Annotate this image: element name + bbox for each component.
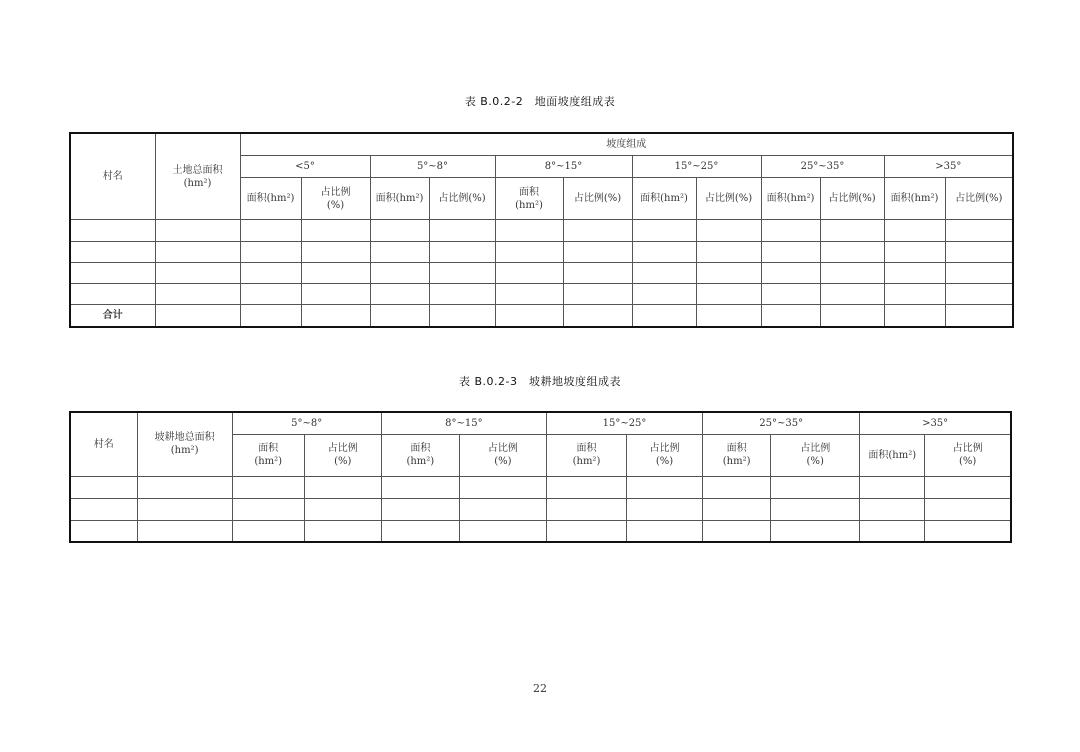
sub-ratio-label: 占比例 <box>952 443 983 454</box>
sub-area <box>381 434 459 476</box>
table-row <box>70 284 1013 305</box>
sub-ratio <box>627 434 703 476</box>
sub-area <box>495 177 563 219</box>
header-slope-1: <5° <box>240 155 370 177</box>
total-row <box>70 305 1013 327</box>
total-label: 合计 <box>70 305 155 327</box>
sub-ratio-unit: (%) <box>959 456 977 467</box>
header-total-area <box>155 133 240 220</box>
sub-area-label: 面积 <box>410 443 431 454</box>
sub-ratio-label: 占比例 <box>487 443 518 454</box>
sub-area-unit: (hm²) <box>722 456 751 467</box>
sub-ratio-unit: (%) <box>655 456 674 467</box>
page-number: 22 <box>533 682 547 695</box>
table-row <box>70 520 1011 542</box>
sub-ratio-unit: (%) <box>334 456 352 467</box>
sub-ratio: 占比例(%) <box>945 177 1013 219</box>
sub-area: 面积(hm²) <box>761 177 820 219</box>
sub-area-label: 面积 <box>576 443 597 454</box>
sub-area-unit: (hm²) <box>572 456 601 467</box>
sub-area-label: 面积 <box>519 186 539 198</box>
header-slope-4: 15°~25° <box>632 155 761 177</box>
header-slope-composition: 坡度组成 <box>240 133 1013 155</box>
header-slope-3: 8°~15° <box>495 155 632 177</box>
sub-ratio: 占比例(%) <box>696 177 761 219</box>
sub-area-label: 面积 <box>258 443 279 454</box>
sloped-farmland-table <box>69 411 1012 543</box>
sub-ratio-unit: (%) <box>326 199 345 211</box>
sub-ratio-label: 占比例 <box>649 443 680 454</box>
header-village: 村名 <box>70 412 137 476</box>
header-total-area-unit: (hm²) <box>183 177 212 189</box>
sub-area: 面积(hm²) <box>632 177 696 219</box>
header-farmland-area-unit: (hm²) <box>170 445 199 457</box>
sub-area-unit: (hm²) <box>515 199 543 211</box>
sub-ratio-unit: (%) <box>806 456 824 467</box>
sub-area <box>546 434 626 476</box>
header-slope-6: >35° <box>884 155 1013 177</box>
header-total-area-label: 土地总面积 <box>172 164 223 176</box>
sub-ratio: 占比例(%) <box>563 177 632 219</box>
sub-ratio <box>301 177 370 219</box>
sub-ratio <box>925 434 1011 476</box>
slope-composition-table <box>69 132 1014 328</box>
sub-ratio: 占比例(%) <box>820 177 884 219</box>
sub-area <box>703 434 771 476</box>
sub-ratio <box>459 434 546 476</box>
header-slope-5: 25°~35° <box>761 155 884 177</box>
header-slope-1: 5°~8° <box>232 412 381 434</box>
header-slope-2: 8°~15° <box>381 412 546 434</box>
sub-area: 面积(hm²) <box>370 177 429 219</box>
sub-area <box>232 434 304 476</box>
header-slope-3: 15°~25° <box>546 412 702 434</box>
sub-ratio: 占比例(%) <box>429 177 495 219</box>
table-row <box>70 241 1013 262</box>
sub-ratio <box>771 434 860 476</box>
sub-ratio <box>304 434 381 476</box>
sub-area-unit: (hm²) <box>406 456 435 467</box>
header-slope-4: 25°~35° <box>703 412 860 434</box>
sub-ratio-label: 占比例 <box>800 443 831 454</box>
header-village: 村名 <box>70 133 155 220</box>
table-row <box>70 476 1011 498</box>
sub-area-unit: (hm²) <box>254 456 283 467</box>
header-slope-5: >35° <box>860 412 1011 434</box>
table-row <box>70 262 1013 283</box>
header-slope-2: 5°~8° <box>370 155 495 177</box>
table-2-title: 表 B.0.2-3 坡耕地坡度组成表 <box>458 375 621 388</box>
sub-area: 面积(hm²) <box>884 177 945 219</box>
header-farmland-area-label: 坡耕地总面积 <box>154 432 215 444</box>
table-row <box>70 220 1013 241</box>
sub-ratio-label: 占比例 <box>327 443 358 454</box>
header-farmland-area <box>137 412 232 476</box>
table-row <box>70 498 1011 520</box>
sub-area: 面积(hm²) <box>860 434 925 476</box>
sub-ratio-unit: (%) <box>494 456 512 467</box>
sub-ratio-label: 占比例 <box>320 186 351 198</box>
sub-area-label: 面积 <box>726 443 747 454</box>
sub-area: 面积(hm²) <box>240 177 301 219</box>
table-1-title: 表 B.0.2-2 地面坡度组成表 <box>464 95 616 108</box>
